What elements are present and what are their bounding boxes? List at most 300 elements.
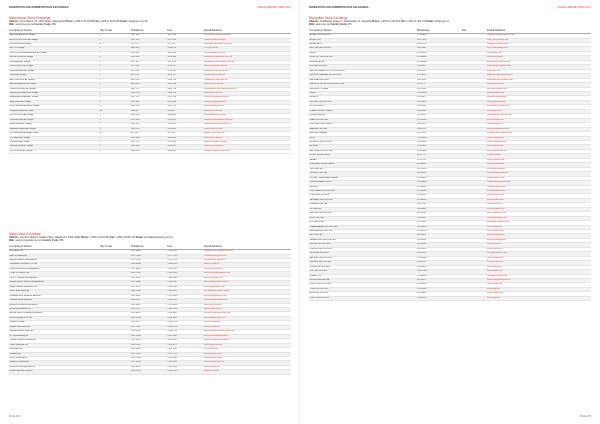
table-cell: ZOOS BANK SECURITIES bbox=[309, 189, 416, 193]
table-cell: 70118899 bbox=[416, 216, 461, 220]
table-cell: 70117788 bbox=[416, 203, 461, 207]
table-cell bbox=[99, 370, 130, 374]
table-cell: halkbroker@halkbank.mk bbox=[204, 78, 291, 82]
table-cell: VIP BROKER AD Skopje bbox=[9, 149, 99, 153]
table-cell: 2131 2020 bbox=[130, 254, 167, 258]
table-cell: gatsuurt@yahoo.com bbox=[487, 87, 591, 91]
table-cell: BRC OD Skopje bbox=[9, 47, 99, 51]
table-cell: 11-312345 bbox=[416, 221, 461, 225]
table-cell: 2122 4106 bbox=[130, 267, 167, 271]
table-cell: Lombard Bank Malta plc bbox=[9, 299, 99, 303]
section-contact: Address: Orce Nikolov 75, 1000 Skopje, Macedonia Phone: (+389 2) 3122 055 Fax: (+389 2) 3122 069 Email: mse@mse.org.mk bbox=[9, 20, 148, 23]
column-header: Email Address bbox=[204, 28, 291, 34]
table-cell: KHAN SECURITIES bbox=[309, 118, 416, 122]
table-cell: 2 bbox=[99, 87, 130, 91]
table-cell: sanar@yahoo.com bbox=[487, 158, 591, 162]
column-header: City Code bbox=[99, 244, 130, 250]
table-cell: info@medserv.eu bbox=[204, 321, 291, 325]
table-cell: 2122 0002 bbox=[130, 276, 167, 280]
table-cell: MFSA Investments Ltd bbox=[9, 307, 99, 311]
table-cell: broker@procreditbank.com.mk bbox=[204, 118, 291, 122]
table-cell: 70116600 bbox=[416, 207, 461, 211]
table-cell: TULGAT CHANDMANI BAYAN bbox=[309, 176, 416, 180]
table-cell: 3133 131 bbox=[167, 78, 204, 82]
table-cell: info@altaisec.mn bbox=[487, 292, 591, 296]
table-cell: KHUREE SECURITIES bbox=[309, 261, 416, 265]
table-cell: 70150505 bbox=[416, 234, 461, 238]
table-cell: gendex@mongol.net bbox=[487, 96, 591, 100]
table-cell: 11-316655 bbox=[416, 265, 461, 269]
table-cell: 11-328811 bbox=[416, 292, 461, 296]
table-cell: MONGOL SECURITIES bbox=[309, 140, 416, 144]
table-cell: 2 bbox=[99, 60, 130, 64]
table-cell: 2 bbox=[99, 140, 130, 144]
table-cell: info@euroinvest.com.mk bbox=[204, 65, 291, 69]
column-header: Telephone bbox=[130, 28, 167, 34]
table-cell: 46 bbox=[99, 109, 130, 113]
table-cell: GRAND DEVELOPMENT bbox=[309, 109, 416, 113]
table-cell: TOGS SECURITIES bbox=[309, 287, 416, 291]
table-cell: 3079 217 bbox=[167, 74, 204, 78]
table-cell: info@rizzofarrugia.com bbox=[204, 316, 291, 320]
table-cell: 11-320404 bbox=[416, 181, 461, 185]
table-cell: 3216 380 bbox=[130, 56, 167, 60]
table-cell: Harbour Investments bbox=[9, 361, 99, 365]
table-cell: 11-310808 bbox=[416, 274, 461, 278]
table-cell: 2149 0022 bbox=[167, 290, 204, 294]
table-cell: fersped@fersped.com.mk bbox=[204, 69, 291, 73]
table-cell: ARGAI BEST bbox=[309, 43, 416, 47]
web: www.mse.org.mk bbox=[15, 23, 34, 27]
table-cell: info@mercieca.net bbox=[204, 303, 291, 307]
column-header: Company's Name bbox=[9, 28, 99, 34]
table-cell: info@xacbank.mn bbox=[487, 198, 591, 202]
table-cell: 3217 183 bbox=[130, 34, 167, 38]
table-cell: 3105 713 bbox=[167, 105, 204, 109]
table-cell: ulaantug@yahoo.com bbox=[487, 274, 591, 278]
table-cell: 11-310022 bbox=[416, 145, 461, 149]
table-cell: Charts Investment Management bbox=[9, 267, 99, 271]
header-right-title: ANNUAL REPORT APRIL 2017 bbox=[257, 6, 291, 9]
table-cell: 11-319211 bbox=[416, 74, 461, 78]
table-cell: XACBANK SECURITIES bbox=[309, 198, 416, 202]
table-cell: 2 bbox=[99, 96, 130, 100]
table-cell: 11-323300 bbox=[416, 283, 461, 287]
table-cell: Mercieca Financial Investment bbox=[9, 303, 99, 307]
table-cell: zorig@yahoo.com bbox=[487, 194, 591, 198]
table-cell: 11-330008 bbox=[416, 56, 461, 60]
table-cell: LIFETIME INVESTMENT bbox=[309, 123, 416, 127]
column-header: Fax bbox=[167, 244, 204, 250]
table-cell: 2122 3810 bbox=[167, 294, 204, 298]
table-cell: 2568 8688 bbox=[130, 263, 167, 267]
table-cell: STOPANSKA BANKA AD Bitola bbox=[9, 132, 99, 136]
table-cell: 3114 202 bbox=[130, 123, 167, 127]
table-cell: Calamatta Cuschieri & Co Ltd bbox=[9, 263, 99, 267]
table-cell: 11-326262 bbox=[416, 243, 461, 247]
fax: (+356) 25 696 316 bbox=[115, 236, 136, 239]
table-cell: 206 000 bbox=[130, 109, 167, 113]
table-cell: 3114 204 bbox=[167, 123, 204, 127]
member-table bbox=[9, 244, 291, 375]
table-cell: undurkhaan@yahoo.com bbox=[487, 181, 591, 185]
table-cell: 2133 5719 bbox=[167, 330, 204, 334]
table-cell: 3216 380 bbox=[167, 56, 204, 60]
table-cell: 75757077 bbox=[416, 83, 461, 87]
table-cell: info@golomtsec.mn bbox=[487, 100, 591, 104]
email: borza@borzamalta.com.mt bbox=[143, 236, 173, 239]
table-cell: 3233 555 bbox=[130, 114, 167, 118]
section-title: Mongolian Stock Exchange bbox=[309, 16, 348, 20]
section-web: Web: www.borzamalta.com.mt Country Code: 356 bbox=[9, 239, 64, 243]
table-cell: 2122 6644 bbox=[130, 250, 167, 254]
table-cell: goviinehlel@yahoo.com bbox=[487, 105, 591, 109]
table-cell: info@fimbank.com bbox=[204, 352, 291, 356]
right-header bbox=[309, 6, 591, 12]
table-cell: info@apexcapital.mn bbox=[487, 216, 591, 220]
address: Sukhbaatar Square 2, Ulaanbaatar 11, Mongolia bbox=[320, 20, 372, 23]
table-cell: 2131 0000 bbox=[130, 361, 167, 365]
member-table bbox=[309, 28, 591, 301]
table-cell: 237 122 bbox=[130, 43, 167, 47]
table-cell: 11-325522 bbox=[416, 247, 461, 251]
table-cell: Stopanska Banka AD Skopje bbox=[9, 127, 99, 131]
table-cell: info@lifetime.mn bbox=[487, 123, 591, 127]
table-cell: 3090 980 bbox=[130, 149, 167, 153]
section-title: Malta Stock Exchange bbox=[9, 232, 41, 236]
table-cell: 2133 7071 bbox=[167, 343, 204, 347]
table-cell: GOVIIN EHLEL bbox=[309, 105, 416, 109]
table-cell: NOVEL INVESTMENT bbox=[309, 154, 416, 158]
table-cell: ULAANBAATAR SECURITIES bbox=[309, 225, 416, 229]
table-cell: 3098 561 bbox=[130, 47, 167, 51]
table-cell: info@khuree.mn bbox=[487, 261, 591, 265]
table-cell: mail@lombardmalta.com bbox=[204, 299, 291, 303]
table-cell: info@mongoliacapital.mn bbox=[487, 279, 591, 283]
table-cell: TENGER CAPITAL bbox=[309, 172, 416, 176]
table-cell: Hogg Capital Investments Ltd bbox=[9, 285, 99, 289]
table-cell: 3111 120 bbox=[130, 140, 167, 144]
table-cell: FINCO Treasury Management bbox=[9, 276, 99, 280]
table-cell: Loqus Financial Ltd bbox=[9, 343, 99, 347]
table-cell: Procredit Bank AD Skopje bbox=[9, 118, 99, 122]
table-cell: info@daewoo.mn bbox=[487, 83, 591, 87]
table-cell: NATIONAL SECURITIES bbox=[309, 149, 416, 153]
table-cell: Alta Vista Broker AD Skopje bbox=[9, 34, 99, 38]
table-cell: 2124 1186 bbox=[130, 348, 167, 352]
phone: (+356) 21 244 051 bbox=[89, 236, 110, 239]
table-cell: 3118 676 bbox=[167, 47, 204, 51]
table-cell: info@cmc.mn bbox=[487, 69, 591, 73]
table-cell: PRO BROKER AD Skopje bbox=[9, 114, 99, 118]
table-cell: Fersped Broker AD Skopje bbox=[9, 69, 99, 73]
table-cell: Curmi & Partners Ltd bbox=[9, 272, 99, 276]
table-cell: info@jesmondmizzi.com bbox=[204, 294, 291, 298]
table-cell: brc@mt.net.mk bbox=[204, 47, 291, 51]
table-cell: 11-327788 bbox=[416, 270, 461, 274]
email: info@mse.mn bbox=[434, 20, 450, 23]
table-cell: 3201 362 bbox=[167, 51, 204, 55]
table-cell: 3297 008 bbox=[167, 38, 204, 42]
table-cell: argaibest@yahoo.com bbox=[487, 43, 591, 47]
column-header: Email Address bbox=[204, 244, 291, 250]
table-cell: 2155 3892 bbox=[130, 303, 167, 307]
table-cell: info@tdbcapital.mn bbox=[487, 167, 591, 171]
table-cell: info@mfsa.com.mt bbox=[204, 307, 291, 311]
table-cell: info@sgcapital.mn bbox=[487, 207, 591, 211]
table-cell: SANAR bbox=[309, 158, 416, 162]
table-cell: 2558 1112 bbox=[167, 299, 204, 303]
table-cell: UNI Banka AD Skopje bbox=[9, 140, 99, 144]
table-cell: 11-324400 bbox=[416, 149, 461, 153]
phone: (+389 2) 3122 055 bbox=[74, 20, 94, 23]
table-cell: ORGIL SECURITIES bbox=[309, 296, 416, 300]
table-cell: info@globalcapital.com.mt bbox=[204, 281, 291, 285]
table-cell bbox=[461, 296, 486, 300]
table-cell: info@mandala.mn bbox=[487, 230, 591, 234]
table-cell: 11-327314 bbox=[416, 38, 461, 42]
table-cell: 70114488 bbox=[416, 163, 461, 167]
table-cell: 3137 124 bbox=[167, 96, 204, 100]
table-cell: CAPITAL MARKETS CORPORATION bbox=[309, 69, 416, 73]
table-cell: BAYALAG SECURITIES bbox=[309, 256, 416, 260]
table-cell: 3079 222 bbox=[130, 74, 167, 78]
table-cell: darkhanbroker@yahoo.com bbox=[487, 78, 591, 82]
table-cell: DELGER KHANGAI SECURITIES bbox=[309, 74, 416, 78]
table-cell: 2568 8256 bbox=[167, 263, 204, 267]
table-cell: 2122 6202 bbox=[167, 250, 204, 254]
table-cell: 2138 5856 bbox=[130, 370, 167, 374]
column-header: Email Address bbox=[487, 28, 591, 34]
table-cell: SG CAPITAL bbox=[309, 207, 416, 211]
table-cell: 2134 4255 bbox=[130, 365, 167, 369]
table-cell: zerged@yahoo.com bbox=[487, 185, 591, 189]
table-cell: ZORIG SECURITIES bbox=[309, 194, 416, 198]
table-cell: 3297 055 bbox=[130, 38, 167, 42]
table-cell: BULGAN BROKER bbox=[309, 65, 416, 69]
table-cell: 3236 444 bbox=[167, 136, 204, 140]
table-cell: 2145 3201 bbox=[167, 334, 204, 338]
table-cell: info@zoosbank.mn bbox=[487, 189, 591, 193]
table-cell: info@bluesky.mn bbox=[487, 56, 591, 60]
table-cell: info@niislel.mn bbox=[487, 243, 591, 247]
table-cell: NIISLEL SECURITIES bbox=[309, 243, 416, 247]
table-cell: 3105 744 bbox=[130, 105, 167, 109]
table-cell: 3122 100 bbox=[167, 83, 204, 87]
table-cell: broker@stb.com.mk bbox=[204, 127, 291, 131]
table-cell: 2131 0088 bbox=[130, 281, 167, 285]
table-cell: 3090 981 bbox=[167, 149, 204, 153]
table-cell: 2155 4491 bbox=[167, 312, 204, 316]
table-cell: 2122 6190 bbox=[130, 339, 167, 343]
table-cell: 3289 400 bbox=[130, 145, 167, 149]
table-cell: ARJ CAPITAL bbox=[309, 234, 416, 238]
table-cell: michael@grechfinancial.com bbox=[204, 312, 291, 316]
table-cell: bulganbroker@gmail.com bbox=[487, 65, 591, 69]
table-cell: 2132 2100 bbox=[130, 352, 167, 356]
address: Garrison Chapel, Castille Place, Valletta VLT 1063, Malta bbox=[20, 236, 81, 239]
section-web: Web: www.mse.org.mk Country Code: 389 bbox=[9, 23, 56, 27]
table-cell: 3223 427 bbox=[167, 65, 204, 69]
table-cell: 11-313131 bbox=[416, 185, 461, 189]
table-cell: info@curmiandpartners.com bbox=[204, 272, 291, 276]
table-cell: 2380 2380 bbox=[130, 290, 167, 294]
table-cell: 70130303 bbox=[416, 172, 461, 176]
country-code: 389 bbox=[51, 23, 56, 27]
table-cell: 2 bbox=[99, 51, 130, 55]
table-row bbox=[9, 149, 291, 153]
table-cell: 2 bbox=[99, 100, 130, 104]
table-cell: info@monsec.mn bbox=[487, 145, 591, 149]
table-cell: 11-310960 bbox=[416, 60, 461, 64]
table-cell: info@charts.com.mt bbox=[204, 267, 291, 271]
table-cell: MERGEN SANAA bbox=[309, 132, 416, 136]
table-cell: info@orkhon.mn bbox=[487, 247, 591, 251]
section-contact: Address: Garrison Chapel, Castille Place, Valletta VLT 1063, Malta Phone: (+356) 21 244 051 Fax: (+356) 25 696 316 Email: borza@borzamalta.com.mt bbox=[9, 236, 173, 239]
table-cell: FIMBank plc bbox=[9, 352, 99, 356]
table-cell: 237 122 bbox=[167, 43, 204, 47]
left-header bbox=[9, 6, 291, 12]
table-cell: bumbataltai@yahoo.com bbox=[487, 60, 591, 64]
table-cell: 3289 401 bbox=[167, 145, 204, 149]
column-header: Telephone bbox=[130, 244, 167, 250]
table-cell: info@mandalcapital.mn bbox=[487, 127, 591, 131]
table-cell: eurobroker@eurobroker.com.mk bbox=[204, 60, 291, 64]
table-cell: 11-323440 bbox=[416, 91, 461, 95]
table-cell: STANDARD INVESTMENT bbox=[309, 163, 416, 167]
table-cell: finesa@finesa.com.mk bbox=[204, 74, 291, 78]
table-cell: stockbroking@hsbc.com.mt bbox=[204, 290, 291, 294]
table-cell: contact@vipbroker.com.mk bbox=[204, 149, 291, 153]
table-cell: 2132 2872 bbox=[130, 285, 167, 289]
table-cell: Island Financial Services bbox=[9, 370, 99, 374]
table-cell: Medserv Capital bbox=[9, 321, 99, 325]
table-cell: GAULI bbox=[309, 91, 416, 95]
table-cell: info@ststockbroking.com bbox=[204, 334, 291, 338]
table-cell: 11-316000 bbox=[416, 189, 461, 193]
table-cell: 2122 7311 bbox=[130, 325, 167, 329]
table-cell: 3217 617 bbox=[130, 60, 167, 64]
section-web: Web: www.mse.mn Country Code: 976 bbox=[309, 23, 352, 27]
table-cell: ZERGED bbox=[309, 185, 416, 189]
table-cell: 3099 063 bbox=[130, 83, 167, 87]
table-cell: 2 bbox=[99, 69, 130, 73]
table-cell: 206 000 bbox=[167, 109, 204, 113]
table-cell: 2 bbox=[99, 83, 130, 87]
header-left-title: FEDERATION FOR ADMINISTRATIVE EXCHANGES bbox=[309, 6, 369, 9]
table-cell: 11-315591 bbox=[416, 105, 461, 109]
table-cell: TUMEN SECURITIES bbox=[309, 265, 416, 269]
table-cell: Valletta Fund Services bbox=[9, 325, 99, 329]
table-cell: 2134 2760 bbox=[167, 285, 204, 289]
table-cell: 11-331100 bbox=[416, 212, 461, 216]
table-cell: 3114 503 bbox=[167, 127, 204, 131]
table-cell: investbroker@investbroker.com.mk bbox=[204, 87, 291, 91]
table-cell: Crystal Finance Investments bbox=[9, 339, 99, 343]
table-cell: 2124 3280 bbox=[167, 276, 204, 280]
table-cell: broker@unibank.com.mk bbox=[204, 140, 291, 144]
table-cell: BLUE SKY SECURITIES bbox=[309, 56, 416, 60]
table-cell: info@mergensec.mn bbox=[487, 212, 591, 216]
table-cell: 75553311 bbox=[416, 127, 461, 131]
fax: (+389 2) 3122 069 bbox=[100, 20, 120, 23]
table-cell: 11-310101 bbox=[416, 238, 461, 242]
table-cell: 11-310977 bbox=[416, 96, 461, 100]
table-cell: hunnuempire@yahoo.com bbox=[487, 114, 591, 118]
fax: (+976) 11 325 170 bbox=[406, 20, 426, 23]
table-cell: 2 bbox=[99, 34, 130, 38]
table-cell: ALTAN ORD bbox=[309, 38, 416, 42]
table-cell: Delta Plus Investment Broker AD Skopje bbox=[9, 51, 99, 55]
column-header: Company's Name bbox=[309, 28, 416, 34]
table-cell: 47 bbox=[99, 43, 130, 47]
table-cell: 3215 161 bbox=[130, 65, 167, 69]
member-table bbox=[9, 28, 291, 154]
table-cell: 2123 0777 bbox=[130, 321, 167, 325]
column-header: City Code bbox=[99, 28, 130, 34]
table-cell: delibroker@delibroker.com.mk bbox=[204, 56, 291, 60]
table-cell: info@tengercapital.mn bbox=[487, 172, 591, 176]
table-cell: Izola Bank plc bbox=[9, 348, 99, 352]
table-cell: 3112 023 bbox=[130, 69, 167, 73]
table-cell: broker@ttk.com.mk bbox=[204, 136, 291, 140]
table-cell: mergensanaa@yahoo.com bbox=[487, 132, 591, 136]
column-header: Fax bbox=[167, 28, 204, 34]
table-cell: 2131 0001 bbox=[167, 361, 204, 365]
table-cell: 2133 7070 bbox=[130, 343, 167, 347]
table-cell: 207 555 bbox=[167, 132, 204, 136]
table-cell: 3137 122 bbox=[130, 96, 167, 100]
table-cell: AUTHOR BROKER AD Skopje bbox=[9, 38, 99, 42]
table-cell: 2134 4256 bbox=[167, 365, 204, 369]
column-header: Company's Name bbox=[9, 244, 99, 250]
table-cell: Financial Planning Services bbox=[9, 365, 99, 369]
table-cell: 3295 295 bbox=[130, 127, 167, 131]
table-cell: 3219 901 bbox=[167, 118, 204, 122]
table-cell: altan_ord@mongol.net bbox=[487, 38, 591, 42]
table-cell: 2155 3893 bbox=[167, 303, 204, 307]
table-cell: ALTAI SECURITIES bbox=[309, 292, 416, 296]
table-cell: 2 bbox=[99, 47, 130, 51]
column-header: Telephone bbox=[416, 28, 461, 34]
table-cell: MONSEC bbox=[309, 145, 416, 149]
table-cell: 2131 0087 bbox=[167, 281, 204, 285]
table-cell: 2 bbox=[99, 118, 130, 122]
table-cell: 3201 711 bbox=[130, 87, 167, 91]
table-cell: 3236 400 bbox=[130, 136, 167, 140]
table-cell: 2 bbox=[99, 127, 130, 131]
table-cell: Finesa AD Skopje bbox=[9, 74, 99, 78]
table-cell: goldenstar@yahoo.com bbox=[487, 221, 591, 225]
right-page bbox=[300, 0, 600, 424]
table-cell: 11-314400 bbox=[416, 225, 461, 229]
table-cell: Unicredit Bank AD Skopje bbox=[9, 145, 99, 149]
table-cell: 207 500 bbox=[130, 132, 167, 136]
table-cell: 70119911 bbox=[416, 279, 461, 283]
table-cell: info@altavistabroker.com.mk bbox=[204, 34, 291, 38]
table-cell: 2155 4492 bbox=[130, 312, 167, 316]
table-cell: 2155 7801 bbox=[167, 356, 204, 360]
phone: (+976) 11 310 501 bbox=[380, 20, 401, 23]
table-cell: 3201 361 bbox=[130, 51, 167, 55]
table-cell: DAEWOO SECURITIES MONGOLIA bbox=[309, 83, 416, 87]
table-cell: SELENGE BROKER bbox=[309, 252, 416, 256]
table-cell: 3233 556 bbox=[167, 114, 204, 118]
table-cell: 11-329900 bbox=[416, 256, 461, 260]
table-cell: info@vfs.com.mt bbox=[204, 325, 291, 329]
table-cell: 11-318185 bbox=[416, 198, 461, 202]
table-cell: GENDEX bbox=[309, 96, 416, 100]
